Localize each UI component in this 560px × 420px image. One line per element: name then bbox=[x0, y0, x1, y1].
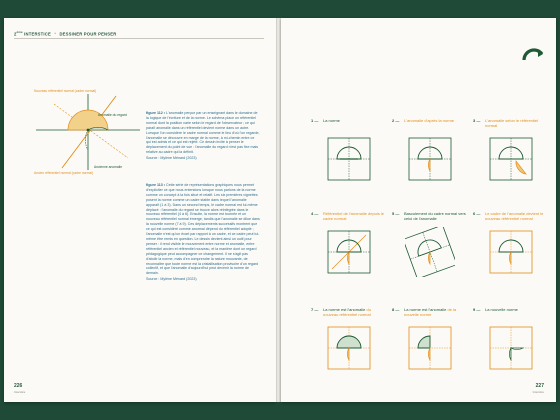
figure-caption bbox=[392, 308, 468, 323]
figure-caption bbox=[311, 119, 387, 134]
figure-112-label: figure 112 • bbox=[146, 111, 166, 115]
right-page bbox=[281, 18, 556, 402]
figure-112-body: L'anomalie perçue par un enseignant dans le domaine de la logique de l'écriture et de la norme. Le schéma place un référentiel normal dont la position varie selon le regard de l'observateur ; ce qui paraît anomalie dans un référentiel devient norme dans un autre. Lorsque l'on considère le cadre normal comme le lieu d'où l'on regarde, l'anomalie se découvre en marge de la norme, à mi-chemin entre ce qui est admis et ce qui est rejeté. Ce dessin invite à penser le déplacement du point de vue : l'anomalie du regard n'est pas fixe mais relative au cadre qui la définit. bbox=[146, 111, 260, 155]
caption-primary: La norme est l'anomalie bbox=[323, 307, 366, 312]
figure-112-text bbox=[146, 111, 260, 161]
folio-left-number: 226 bbox=[14, 383, 23, 389]
header-subtitle: DESSINER POUR PENSER bbox=[59, 31, 117, 37]
figure-cell-9 bbox=[473, 308, 549, 373]
figure-number: 4 — bbox=[311, 211, 319, 216]
caption-secondary: Le cadre de l'anomalie devient le nouveau référentiel normal bbox=[485, 211, 544, 221]
caption-primary: Basculement du cadre normal vers celui de l'anomalie bbox=[404, 211, 466, 221]
figure-number: 5 — bbox=[392, 211, 400, 216]
caption-secondary: de la nouvelle norme bbox=[404, 307, 457, 317]
figure-caption bbox=[473, 308, 549, 323]
caption-primary: La nouvelle norme bbox=[485, 307, 518, 312]
figure-cell-6 bbox=[473, 212, 549, 277]
folio-right-sub: Interstice bbox=[532, 390, 544, 394]
annotation-anomaly: Anomalie du regard bbox=[98, 113, 127, 117]
figure-113-body: Cette série de représentations graphiques nous permet d'expliciter ce que nous entendons lorsque nous parlons de la norme comme un concept à la fois situé et relatif. Les six premières vignettes posent la norme comme un cadre stable dans lequel l'anomalie apparaît (1 à 3). Dans un second temps, le cadre normal est lui-même déplacé : l'anomalie du regard se trouve alors réintégrée dans le nouveau référentiel (4 à 6). Ensuite, la norme est tournée et un nouveau référentiel normal émerge, tandis que l'anomalie se dilue dans la nouvelle norme (7 à 9). Ces déplacements successifs montrent que ce qui est considéré comme anormal dépend du référentiel adopté ; l'anomalie n'est qu'un écart par rapport à un cadre, et ce cadre peut lui-même être remis en question. Le dessin devient ainsi un outil pour penser : il rend visible le mouvement entre norme et anomalie, entre référentiel ancien et référentiel nouveau, et la manière dont un regard pédagogique peut accompagner ce changement. Il ne s'agit pas d'abolir la norme, mais d'en comprendre la nature mouvante, de reconnaître que toute norme est la cristallisation provisoire d'un regard collectif, et que l'anomalie d'aujourd'hui peut devenir la norme de demain. bbox=[146, 183, 260, 276]
figure-113-text bbox=[146, 183, 260, 282]
annotation-new-frame: Nouveau référentiel normal (cadre normal) bbox=[34, 89, 97, 93]
annotation-old-frame: Ancien référentiel normal (cadre normal) bbox=[34, 171, 94, 175]
figure-7-diagram bbox=[324, 323, 374, 373]
figure-caption bbox=[392, 119, 468, 134]
page-number-left bbox=[14, 383, 25, 394]
caption-primary: La norme bbox=[323, 118, 340, 123]
figure-113-source: Source : Mylène Ménard (2023) bbox=[146, 277, 197, 282]
figure-5-diagram bbox=[405, 227, 455, 277]
figure-number: 1 — bbox=[311, 118, 319, 123]
anomaly-diagram bbox=[32, 84, 144, 180]
header-part: 2 bbox=[14, 31, 17, 37]
figure-number: 2 — bbox=[392, 118, 400, 123]
header-section: INTERSTICE bbox=[24, 31, 52, 37]
figure-caption bbox=[473, 212, 549, 227]
figure-caption bbox=[392, 212, 468, 227]
folio-left-sub: Interstice bbox=[14, 390, 26, 394]
publisher-logo-icon bbox=[522, 45, 544, 61]
figure-caption bbox=[311, 308, 387, 323]
left-page bbox=[4, 18, 276, 402]
figure-cell-7 bbox=[311, 308, 387, 373]
figure-cell-4 bbox=[311, 212, 387, 277]
caption-secondary: Référentiel de l'anomalie depuis le cadre normal bbox=[323, 211, 385, 221]
figure-9-diagram bbox=[486, 323, 536, 373]
folio-right-number: 227 bbox=[535, 383, 544, 389]
figure-113-label: figure 113 • bbox=[146, 183, 166, 187]
figure-cell-5 bbox=[392, 212, 468, 277]
figure-cell-2 bbox=[392, 119, 468, 184]
figure-number: 3 — bbox=[473, 118, 481, 123]
figure-1-diagram bbox=[324, 134, 374, 184]
figure-cell-3 bbox=[473, 119, 549, 184]
figure-112-source: Source : Mylène Ménard (2023) bbox=[146, 156, 197, 161]
figure-3-diagram bbox=[486, 134, 536, 184]
figure-4-diagram bbox=[324, 227, 374, 277]
figure-number: 8 — bbox=[392, 307, 400, 312]
header-part-suffix: ème bbox=[16, 30, 23, 34]
figure-caption bbox=[473, 119, 549, 134]
figure-2-diagram bbox=[405, 134, 455, 184]
caption-secondary: L'anomalie d'après la norme bbox=[404, 118, 454, 123]
figure-caption bbox=[311, 212, 387, 227]
caption-primary: La norme est l'anomalie bbox=[404, 307, 447, 312]
figure-number: 7 — bbox=[311, 307, 319, 312]
annotation-old-anomaly: Ancienne anomalie bbox=[94, 165, 123, 169]
caption-secondary: L'anomalie selon le référentiel normal bbox=[485, 118, 539, 128]
figure-number: 6 — bbox=[473, 211, 481, 216]
header-rule bbox=[14, 38, 264, 39]
figure-cell-1 bbox=[311, 119, 387, 184]
running-header bbox=[14, 30, 117, 36]
figure-6-diagram bbox=[486, 227, 536, 277]
caption-secondary: du nouveau référentiel normal bbox=[323, 307, 371, 317]
figure-8-diagram bbox=[405, 323, 455, 373]
figure-cell-8 bbox=[392, 308, 468, 373]
figure-number: 9 — bbox=[473, 307, 481, 312]
header-separator: • bbox=[54, 31, 57, 37]
page-number-right bbox=[533, 383, 544, 394]
